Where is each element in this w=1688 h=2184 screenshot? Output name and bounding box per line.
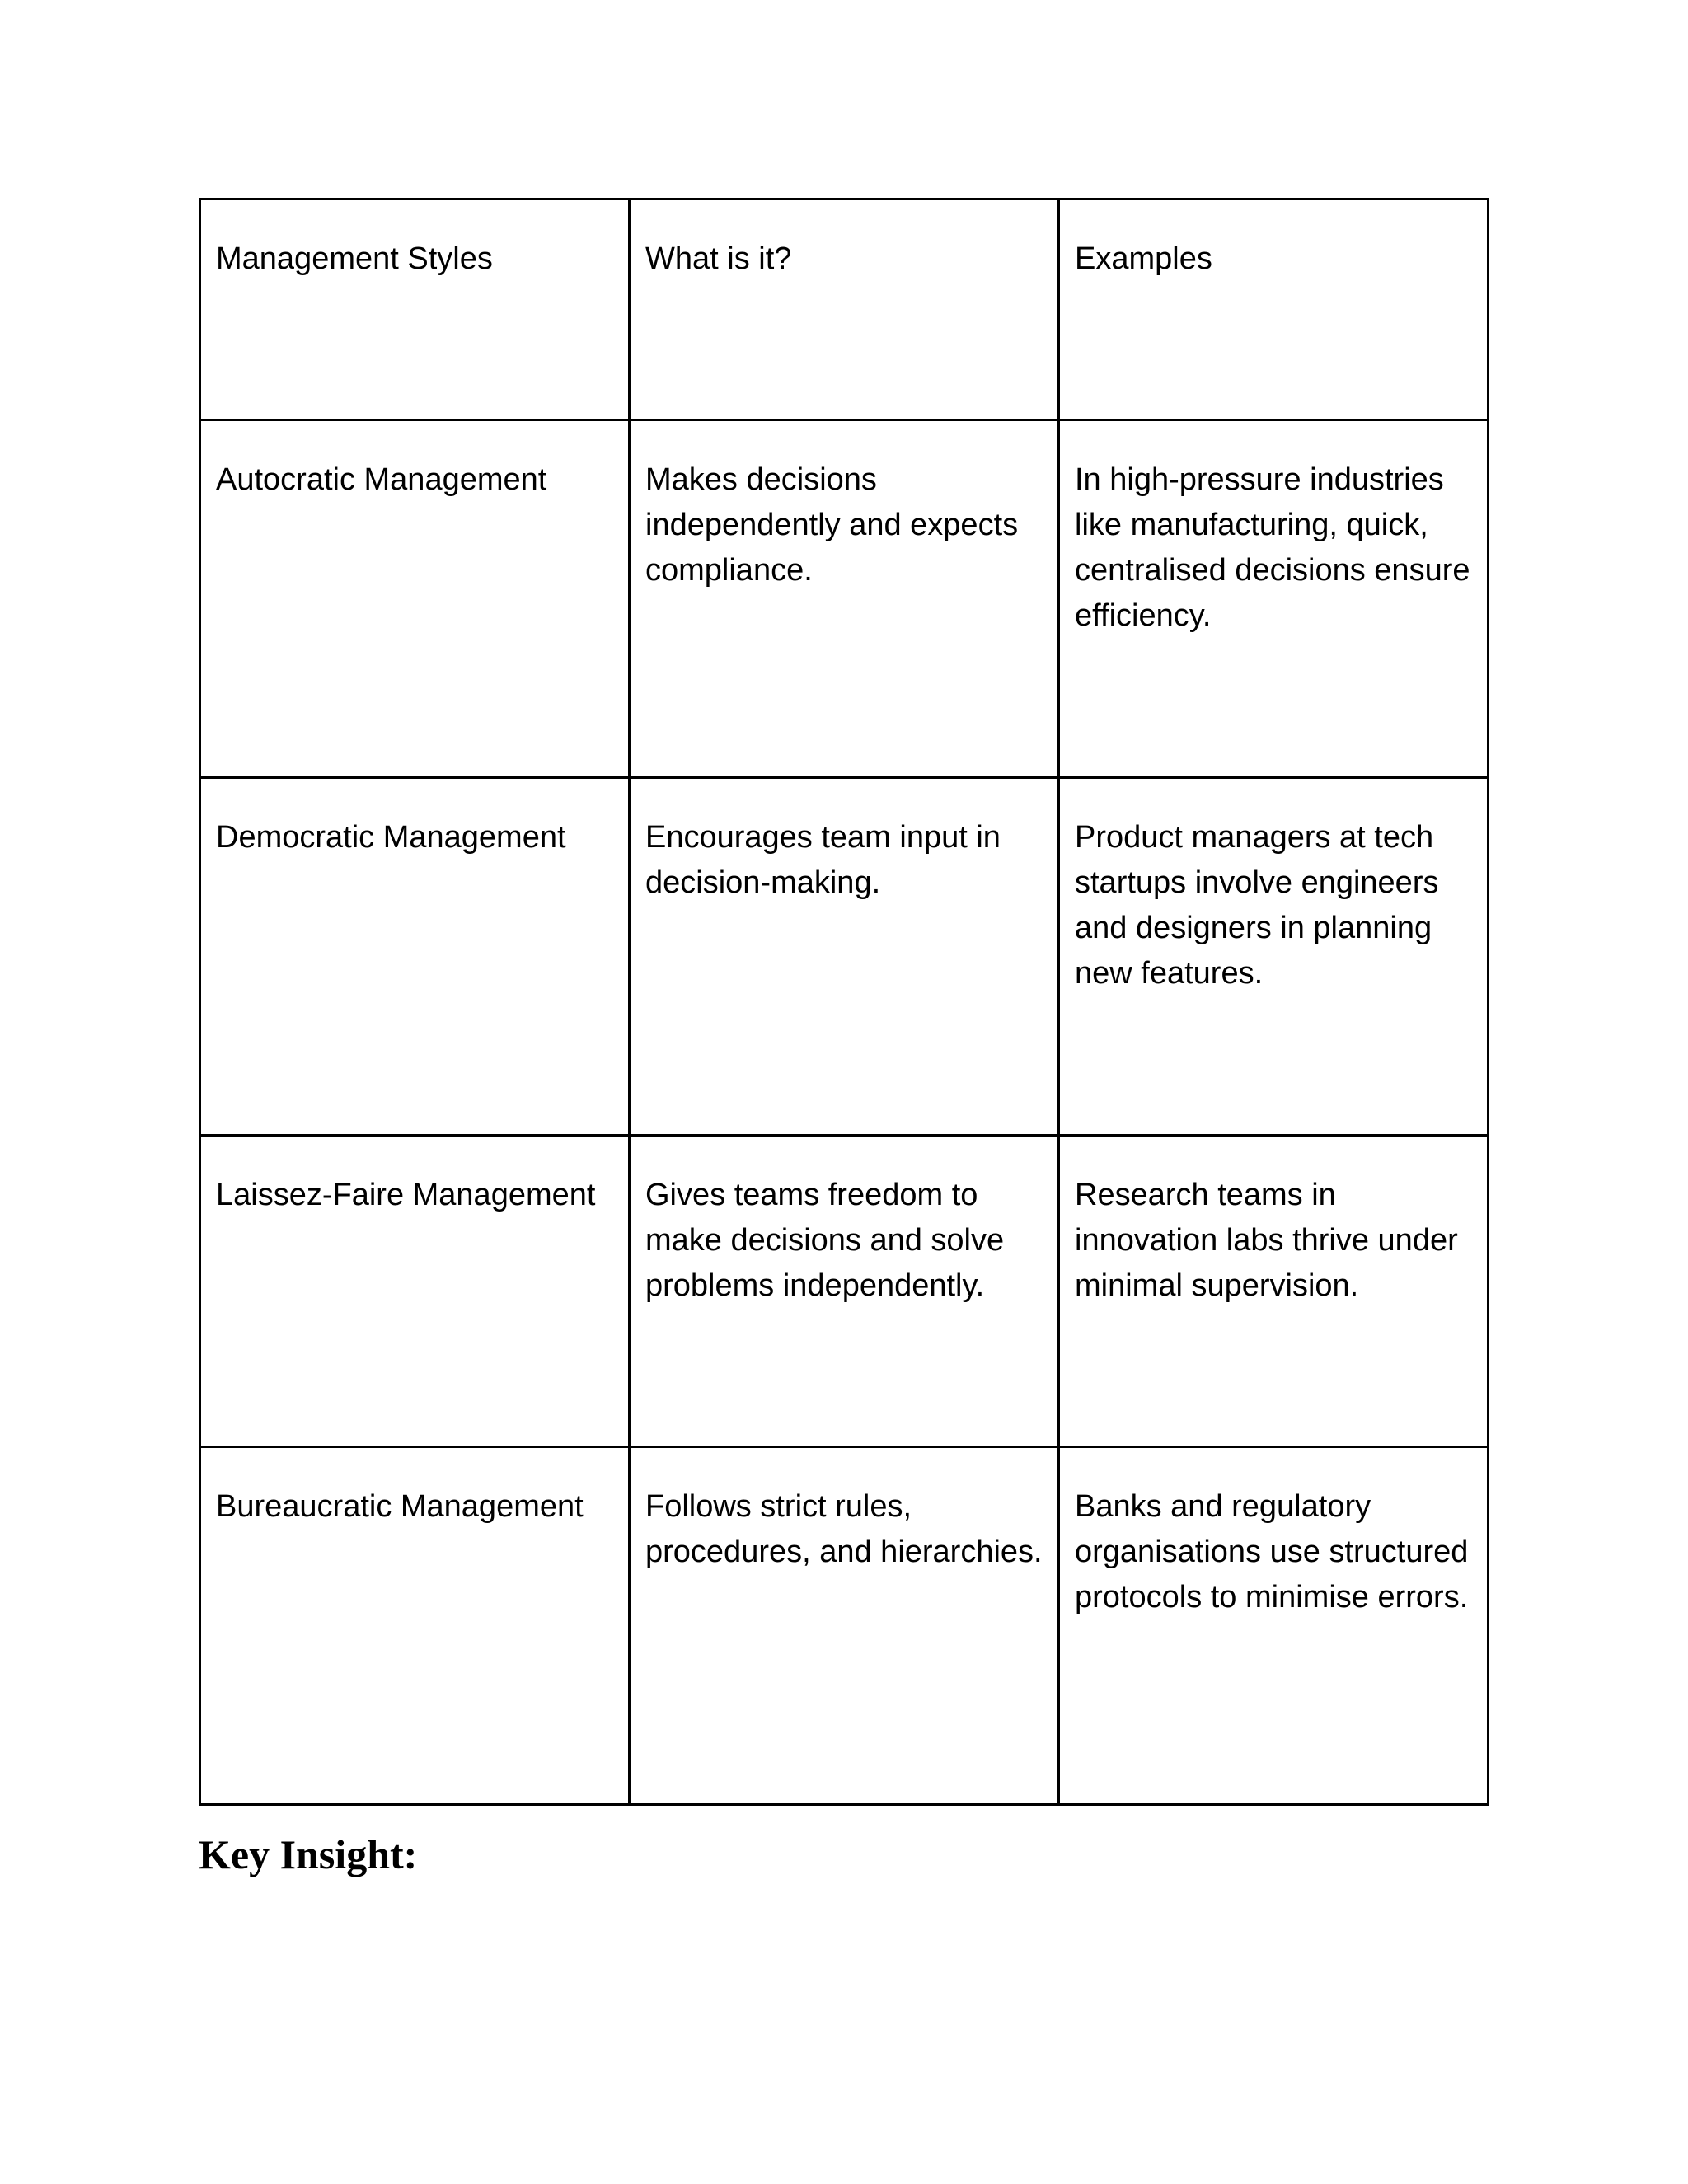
management-styles-table: [199, 198, 1489, 1806]
description-cell: Follows strict rules, procedures, and hierarchies.: [630, 1447, 1059, 1805]
header-cell-examples: Examples: [1059, 199, 1489, 420]
style-cell: Autocratic Management: [200, 420, 630, 778]
table-row: [200, 778, 1489, 1136]
description-cell: Gives teams freedom to make decisions and solve problems independently.: [630, 1136, 1059, 1447]
example-cell: Banks and regulatory organisations use structured protocols to minimise errors.: [1059, 1447, 1489, 1805]
table-row: [200, 420, 1489, 778]
description-cell: Makes decisions independently and expects compliance.: [630, 420, 1059, 778]
style-cell: Democratic Management: [200, 778, 630, 1136]
table-row: [200, 1447, 1489, 1805]
style-cell: Bureaucratic Management: [200, 1447, 630, 1805]
example-cell: Product managers at tech startups involve engineers and designers in planning new features.: [1059, 778, 1489, 1136]
table-header-row: [200, 199, 1489, 420]
example-cell: In high-pressure industries like manufacturing, quick, centralised decisions ensure efficiency.: [1059, 420, 1489, 778]
table-row: [200, 1136, 1489, 1447]
key-insight-heading: Key Insight:: [199, 1831, 418, 1877]
header-cell-what-is-it: What is it?: [630, 199, 1059, 420]
description-cell: Encourages team input in decision-making.: [630, 778, 1059, 1136]
example-cell: Research teams in innovation labs thrive under minimal supervision.: [1059, 1136, 1489, 1447]
header-cell-management-styles: Management Styles: [200, 199, 630, 420]
style-cell: Laissez-Faire Management: [200, 1136, 630, 1447]
